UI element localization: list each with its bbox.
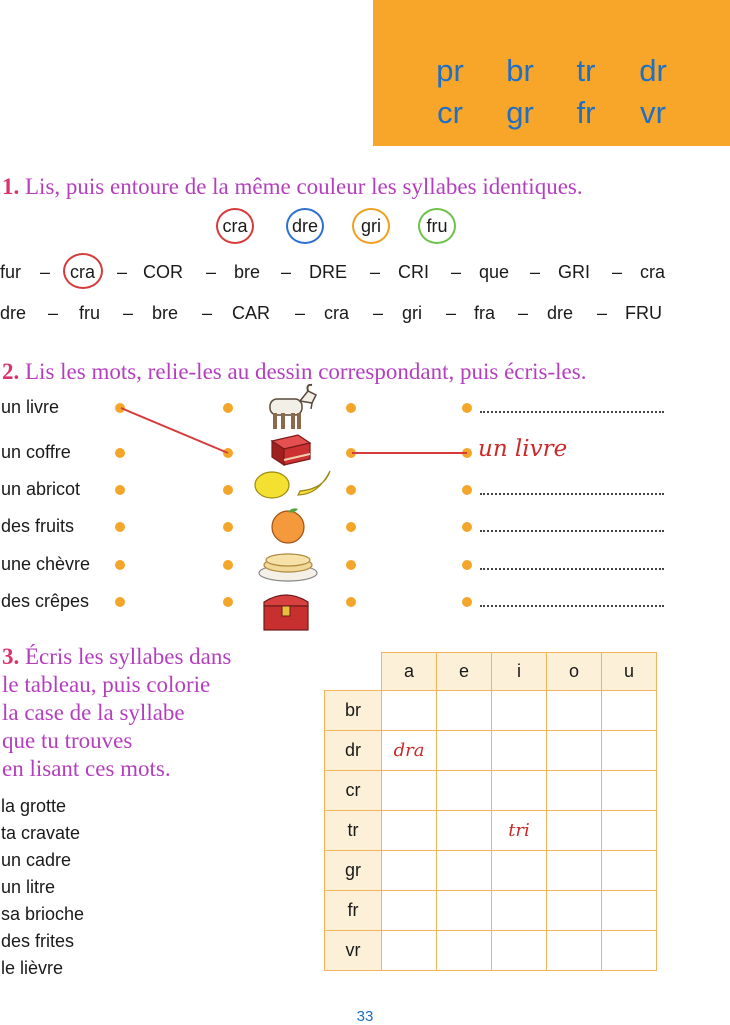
syllable-item[interactable]: CRI: [398, 262, 429, 282]
dash: –: [612, 262, 623, 282]
dash: –: [281, 262, 292, 282]
syllable-item[interactable]: dre: [0, 303, 27, 323]
answer-handwritten: un livre: [478, 436, 568, 462]
syllable-item[interactable]: que: [479, 262, 510, 282]
header-syllable: cr: [437, 95, 463, 130]
syllable-item[interactable]: gri: [402, 303, 423, 323]
exercise3-instruction: [2, 643, 231, 783]
dash: –: [40, 262, 51, 282]
row-header: vr: [325, 931, 382, 971]
syllable-item[interactable]: CAR: [232, 303, 271, 323]
exercise1-number: 1.: [2, 174, 20, 199]
table-cell[interactable]: [547, 771, 602, 811]
syllable-item[interactable]: fru: [79, 303, 101, 323]
row-header: fr: [325, 891, 382, 931]
exercise3-instruction-line: que tu trouves: [2, 728, 133, 753]
table-cell[interactable]: [547, 731, 602, 771]
syllable-item[interactable]: dre: [547, 303, 574, 323]
table-cell[interactable]: [492, 811, 547, 851]
dash: –: [597, 303, 608, 323]
exercise3-instruction-line: en lisant ces mots.: [2, 756, 171, 781]
exercise1-instruction: Lis, puis entoure de la même couleur les syllabes identiques.: [25, 174, 583, 199]
dash: –: [518, 303, 529, 323]
exercise3-words: [1, 793, 84, 982]
list-item: un cadre: [1, 850, 72, 870]
cell-handwritten: tri: [508, 820, 530, 841]
dash: –: [48, 303, 59, 323]
column-header: u: [602, 653, 657, 691]
goat-icon: [262, 383, 320, 431]
table-cell[interactable]: [437, 851, 492, 891]
table-cell[interactable]: [492, 931, 547, 971]
list-item: sa brioche: [1, 904, 85, 924]
match-word: des crêpes: [1, 591, 90, 611]
table-row: [325, 931, 657, 971]
book-icon: [268, 433, 314, 467]
table-cell[interactable]: [382, 851, 437, 891]
table-cell[interactable]: [602, 851, 657, 891]
syllable-table: [324, 652, 657, 971]
syllable-item[interactable]: cra: [640, 262, 666, 282]
dash: –: [530, 262, 541, 282]
table-cell[interactable]: [382, 891, 437, 931]
table-cell[interactable]: [602, 931, 657, 971]
table-cell[interactable]: [492, 891, 547, 931]
syllable-item[interactable]: bre: [234, 262, 261, 282]
header-syllable: gr: [506, 95, 534, 130]
table-cell[interactable]: [492, 731, 547, 771]
syllable-item[interactable]: fur: [0, 262, 22, 282]
cell-handwritten: dra: [393, 740, 425, 761]
page-number: 33: [356, 1008, 374, 1025]
list-item: la grotte: [1, 796, 67, 816]
table-row: [325, 851, 657, 891]
match-word: une chèvre: [1, 554, 91, 574]
exercise2-instruction: Lis les mots, relie-les au dessin correspondant, puis écris-les.: [25, 359, 587, 384]
table-header-row: [325, 653, 657, 691]
list-item: ta cravate: [1, 823, 81, 843]
dash: –: [373, 303, 384, 323]
table-cell[interactable]: [547, 811, 602, 851]
column-header: o: [547, 653, 602, 691]
header-syllable: dr: [639, 53, 667, 88]
apricot-icon: [268, 506, 308, 544]
bubble-cra[interactable]: cra: [216, 208, 254, 244]
table-cell[interactable]: [382, 691, 437, 731]
table-cell[interactable]: [437, 891, 492, 931]
table-cell[interactable]: [602, 891, 657, 931]
syllable-item[interactable]: GRI: [558, 262, 591, 282]
table-row: [325, 811, 657, 851]
table-cell[interactable]: [382, 931, 437, 971]
header-syllable: br: [506, 53, 534, 88]
table-row: [325, 731, 657, 771]
table-cell[interactable]: [602, 691, 657, 731]
table-cell[interactable]: [547, 891, 602, 931]
exercise3-instruction-line: la case de la syllabe: [2, 700, 185, 725]
table-cell[interactable]: [602, 771, 657, 811]
table-row: [325, 771, 657, 811]
list-item: un litre: [1, 877, 56, 897]
syllable-item[interactable]: cra: [324, 303, 350, 323]
table-cell[interactable]: [437, 691, 492, 731]
exercise2-number: 2.: [2, 359, 20, 384]
dash: –: [370, 262, 381, 282]
match-word: un abricot: [1, 479, 81, 499]
bubble-dre[interactable]: dre: [286, 208, 324, 244]
syllable-item[interactable]: COR: [143, 262, 183, 282]
table-cell[interactable]: [547, 931, 602, 971]
table-cell[interactable]: [437, 731, 492, 771]
exercise3-number: 3.: [2, 644, 20, 669]
crepes-icon: [257, 547, 319, 583]
column-header: a: [382, 653, 437, 691]
syllable-item-circled[interactable]: cra: [70, 262, 96, 282]
dash: –: [451, 262, 462, 282]
exercise3-instruction-line: le tableau, puis colorie: [2, 672, 211, 697]
dash: –: [117, 262, 128, 282]
table-cell[interactable]: [437, 811, 492, 851]
header-syllable: fr: [576, 95, 596, 130]
match-word: un livre: [1, 397, 60, 417]
table-cell[interactable]: [382, 731, 437, 771]
syllable-item[interactable]: FRU: [625, 303, 662, 323]
exercise3-instruction-line: Écris les syllabes dans: [25, 644, 232, 669]
table-cell[interactable]: [382, 811, 437, 851]
dash: –: [202, 303, 213, 323]
table-row: [325, 691, 657, 731]
syllable-item[interactable]: fra: [474, 303, 496, 323]
chest-icon: [258, 586, 314, 634]
table-cell[interactable]: [492, 771, 547, 811]
match-word: des fruits: [1, 516, 75, 536]
dash: –: [123, 303, 134, 323]
syllable-item[interactable]: bre: [152, 303, 179, 323]
bubble-gri[interactable]: gri: [352, 208, 390, 244]
table-row: [325, 891, 657, 931]
row-header: tr: [325, 811, 382, 851]
dash: –: [295, 303, 306, 323]
table-cell[interactable]: [437, 931, 492, 971]
list-item: le lièvre: [1, 958, 64, 978]
column-header: i: [492, 653, 547, 691]
header-syllable: tr: [576, 53, 596, 88]
row-header: cr: [325, 771, 382, 811]
match-word: un coffre: [1, 442, 71, 462]
table-corner: [325, 653, 382, 691]
table-cell[interactable]: [602, 811, 657, 851]
table-cell[interactable]: [382, 771, 437, 811]
row-header: br: [325, 691, 382, 731]
column-header: e: [437, 653, 492, 691]
table-cell[interactable]: [492, 851, 547, 891]
connection-line: [121, 408, 228, 453]
table-cell[interactable]: [437, 771, 492, 811]
table-cell[interactable]: [547, 851, 602, 891]
header-syllable: vr: [640, 95, 666, 130]
header-syllable: pr: [436, 53, 464, 88]
dash: –: [446, 303, 457, 323]
table-cell[interactable]: [492, 691, 547, 731]
list-item: des frites: [1, 931, 75, 951]
table-cell[interactable]: [602, 731, 657, 771]
bubble-fru[interactable]: fru: [418, 208, 456, 244]
row-header: dr: [325, 731, 382, 771]
syllable-item[interactable]: DRE: [309, 262, 348, 282]
fruits-icon: [252, 465, 336, 501]
row-header: gr: [325, 851, 382, 891]
dash: –: [206, 262, 217, 282]
table-cell[interactable]: [547, 691, 602, 731]
